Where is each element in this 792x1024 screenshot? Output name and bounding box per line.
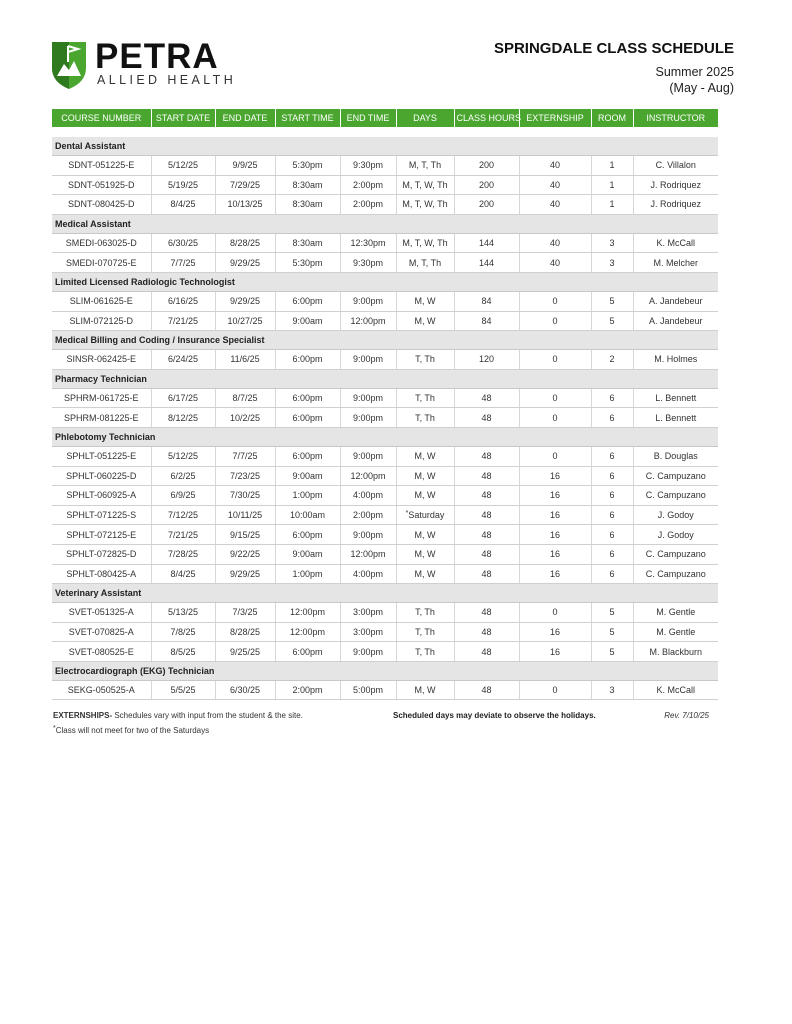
cell-room: 2 <box>591 350 633 370</box>
cell-instructor: K. McCall <box>633 680 718 700</box>
cell-start-date: 5/13/25 <box>151 603 215 623</box>
cell-start-time: 8:30am <box>275 233 340 253</box>
cell-start-date: 6/9/25 <box>151 486 215 506</box>
cell-class-hours: 48 <box>454 408 519 428</box>
holidays-note: Scheduled days may deviate to observe the holidays. <box>393 711 596 720</box>
cell-start-date: 6/16/25 <box>151 291 215 311</box>
cell-class-hours: 48 <box>454 564 519 584</box>
section-header-row <box>52 584 718 603</box>
cell-days: T, Th <box>396 350 454 370</box>
cell-days: M, W <box>396 680 454 700</box>
cell-course-number: SDNT-051225-E <box>52 156 151 176</box>
cell-end-date: 7/7/25 <box>215 446 275 466</box>
cell-end-time: 3:00pm <box>340 603 396 623</box>
cell-days: M, W <box>396 544 454 564</box>
cell-end-date: 10/27/25 <box>215 311 275 331</box>
table-row <box>52 446 718 466</box>
cell-class-hours: 48 <box>454 544 519 564</box>
cell-start-time: 5:30pm <box>275 253 340 273</box>
cell-instructor: J. Rodriquez <box>633 195 718 215</box>
cell-days: T, Th <box>396 388 454 408</box>
cell-end-time: 4:00pm <box>340 486 396 506</box>
cell-externship: 16 <box>519 486 591 506</box>
table-row <box>52 195 718 215</box>
cell-days: T, Th <box>396 603 454 623</box>
header-start-time: START TIME <box>275 109 340 127</box>
header-start-date: START DATE <box>151 109 215 127</box>
cell-instructor: J. Rodriquez <box>633 175 718 195</box>
cell-days: M, T, W, Th <box>396 233 454 253</box>
cell-days: M, T, W, Th <box>396 175 454 195</box>
cell-end-date: 8/28/25 <box>215 622 275 642</box>
cell-days: M, T, W, Th <box>396 195 454 215</box>
cell-instructor: C. Campuzano <box>633 466 718 486</box>
cell-days: M, W <box>396 486 454 506</box>
cell-end-date: 8/28/25 <box>215 233 275 253</box>
cell-start-date: 7/21/25 <box>151 525 215 545</box>
cell-externship: 0 <box>519 408 591 428</box>
table-row <box>52 253 718 273</box>
cell-class-hours: 48 <box>454 642 519 662</box>
cell-start-time: 2:00pm <box>275 680 340 700</box>
header-class-hours: CLASS HOURS <box>454 109 519 127</box>
section-header-row <box>52 427 718 446</box>
cell-room: 5 <box>591 642 633 662</box>
cell-room: 5 <box>591 603 633 623</box>
petra-logo <box>50 37 250 90</box>
cell-end-date: 9/29/25 <box>215 253 275 273</box>
cell-course-number: SPHLT-072825-D <box>52 544 151 564</box>
cell-start-date: 6/17/25 <box>151 388 215 408</box>
cell-start-time: 6:00pm <box>275 291 340 311</box>
externships-label: EXTERNSHIPS- <box>53 711 113 720</box>
cell-course-number: SLIM-061625-E <box>52 291 151 311</box>
cell-start-time: 1:00pm <box>275 486 340 506</box>
cell-instructor: M. Holmes <box>633 350 718 370</box>
table-row <box>52 291 718 311</box>
table-row <box>52 564 718 584</box>
cell-start-date: 7/8/25 <box>151 622 215 642</box>
table-row <box>52 680 718 700</box>
cell-class-hours: 48 <box>454 388 519 408</box>
cell-instructor: M. Gentle <box>633 622 718 642</box>
cell-end-date: 7/23/25 <box>215 466 275 486</box>
cell-room: 1 <box>591 175 633 195</box>
section-header-row <box>52 331 718 350</box>
section-title: Phlebotomy Technician <box>52 427 718 446</box>
section-title: Electrocardiograph (EKG) Technician <box>52 661 718 680</box>
cell-externship: 16 <box>519 642 591 662</box>
cell-room: 6 <box>591 505 633 525</box>
cell-externship: 16 <box>519 525 591 545</box>
header-days: DAYS <box>396 109 454 127</box>
cell-end-time: 12:00pm <box>340 466 396 486</box>
cell-start-time: 5:30pm <box>275 156 340 176</box>
cell-room: 6 <box>591 408 633 428</box>
cell-start-time: 6:00pm <box>275 408 340 428</box>
cell-end-time: 3:00pm <box>340 622 396 642</box>
cell-externship: 16 <box>519 564 591 584</box>
cell-externship: 40 <box>519 195 591 215</box>
cell-end-date: 10/2/25 <box>215 408 275 428</box>
cell-class-hours: 144 <box>454 233 519 253</box>
cell-externship: 40 <box>519 156 591 176</box>
section-header-row <box>52 661 718 680</box>
cell-instructor: L. Bennett <box>633 388 718 408</box>
cell-externship: 40 <box>519 175 591 195</box>
cell-days: T, Th <box>396 408 454 428</box>
cell-room: 6 <box>591 486 633 506</box>
cell-class-hours: 48 <box>454 466 519 486</box>
section-title: Dental Assistant <box>52 137 718 156</box>
cell-end-time: 9:30pm <box>340 156 396 176</box>
table-row <box>52 233 718 253</box>
header-externship: EXTERNSHIP <box>519 109 591 127</box>
cell-end-date: 9/9/25 <box>215 156 275 176</box>
cell-room: 6 <box>591 446 633 466</box>
cell-end-date: 9/15/25 <box>215 525 275 545</box>
cell-start-time: 9:00am <box>275 544 340 564</box>
cell-course-number: SVET-070825-A <box>52 622 151 642</box>
cell-course-number: SPHLT-051225-E <box>52 446 151 466</box>
cell-end-time: 5:00pm <box>340 680 396 700</box>
cell-course-number: SVET-051325-A <box>52 603 151 623</box>
cell-room: 5 <box>591 311 633 331</box>
cell-end-date: 10/13/25 <box>215 195 275 215</box>
cell-course-number: SVET-080525-E <box>52 642 151 662</box>
cell-end-time: 9:00pm <box>340 388 396 408</box>
cell-start-time: 8:30am <box>275 195 340 215</box>
cell-room: 6 <box>591 388 633 408</box>
cell-room: 1 <box>591 156 633 176</box>
cell-start-time: 12:00pm <box>275 622 340 642</box>
cell-instructor: A. Jandebeur <box>633 311 718 331</box>
cell-instructor: J. Godoy <box>633 505 718 525</box>
cell-start-date: 6/30/25 <box>151 233 215 253</box>
cell-course-number: SMEDI-070725-E <box>52 253 151 273</box>
table-row <box>52 642 718 662</box>
cell-instructor: A. Jandebeur <box>633 291 718 311</box>
cell-start-time: 9:00am <box>275 311 340 331</box>
cell-room: 3 <box>591 680 633 700</box>
table-row <box>52 350 718 370</box>
cell-course-number: SPHRM-061725-E <box>52 388 151 408</box>
cell-start-time: 6:00pm <box>275 642 340 662</box>
cell-end-date: 9/29/25 <box>215 291 275 311</box>
term-label: Summer 2025 <box>655 65 734 79</box>
cell-class-hours: 120 <box>454 350 519 370</box>
cell-course-number: SPHLT-060225-D <box>52 466 151 486</box>
cell-end-time: 9:00pm <box>340 446 396 466</box>
document-term <box>655 64 734 96</box>
cell-end-time: 2:00pm <box>340 505 396 525</box>
table-row <box>52 311 718 331</box>
cell-start-date: 7/12/25 <box>151 505 215 525</box>
cell-externship: 0 <box>519 291 591 311</box>
cell-room: 5 <box>591 291 633 311</box>
cell-externship: 0 <box>519 446 591 466</box>
cell-externship: 0 <box>519 680 591 700</box>
cell-course-number: SPHRM-081225-E <box>52 408 151 428</box>
cell-room: 6 <box>591 564 633 584</box>
cell-start-time: 1:00pm <box>275 564 340 584</box>
section-header-row <box>52 214 718 233</box>
cell-end-date: 9/25/25 <box>215 642 275 662</box>
header-end-time: END TIME <box>340 109 396 127</box>
table-row <box>52 544 718 564</box>
table-row <box>52 175 718 195</box>
cell-end-time: 9:30pm <box>340 253 396 273</box>
cell-room: 6 <box>591 525 633 545</box>
cell-days: M, W <box>396 564 454 584</box>
cell-course-number: SMEDI-063025-D <box>52 233 151 253</box>
cell-instructor: C. Campuzano <box>633 564 718 584</box>
brand-tagline: ALLIED HEALTH <box>97 73 237 87</box>
header-room: ROOM <box>591 109 633 127</box>
cell-externship: 16 <box>519 544 591 564</box>
cell-start-date: 8/4/25 <box>151 195 215 215</box>
brand-name: PETRA <box>95 37 219 76</box>
cell-days: M, T, Th <box>396 156 454 176</box>
table-row <box>52 505 718 525</box>
cell-class-hours: 144 <box>454 253 519 273</box>
cell-class-hours: 48 <box>454 486 519 506</box>
cell-instructor: M. Melcher <box>633 253 718 273</box>
cell-externship: 0 <box>519 388 591 408</box>
cell-course-number: SDNT-080425-D <box>52 195 151 215</box>
cell-room: 6 <box>591 466 633 486</box>
cell-class-hours: 200 <box>454 156 519 176</box>
cell-room: 3 <box>591 233 633 253</box>
cell-end-date: 6/30/25 <box>215 680 275 700</box>
cell-days: M, W <box>396 466 454 486</box>
cell-start-time: 8:30am <box>275 175 340 195</box>
cell-class-hours: 48 <box>454 446 519 466</box>
table-row <box>52 525 718 545</box>
cell-end-time: 9:00pm <box>340 525 396 545</box>
cell-end-date: 11/6/25 <box>215 350 275 370</box>
cell-externship: 16 <box>519 622 591 642</box>
cell-externship: 16 <box>519 505 591 525</box>
cell-externship: 0 <box>519 350 591 370</box>
asterisk-marker: * <box>405 510 409 518</box>
cell-end-date: 7/29/25 <box>215 175 275 195</box>
table-row <box>52 622 718 642</box>
table-header-row <box>52 109 718 127</box>
cell-end-time: 2:00pm <box>340 195 396 215</box>
cell-instructor: K. McCall <box>633 233 718 253</box>
section-header-row <box>52 137 718 156</box>
cell-start-date: 8/5/25 <box>151 642 215 662</box>
cell-end-time: 9:00pm <box>340 350 396 370</box>
cell-start-date: 7/21/25 <box>151 311 215 331</box>
cell-days: M, W <box>396 446 454 466</box>
cell-course-number: SLIM-072125-D <box>52 311 151 331</box>
cell-externship: 16 <box>519 466 591 486</box>
shield-logo-icon <box>50 40 88 90</box>
cell-start-time: 10:00am <box>275 505 340 525</box>
cell-start-date: 7/28/25 <box>151 544 215 564</box>
cell-days: T, Th <box>396 642 454 662</box>
cell-end-time: 12:30pm <box>340 233 396 253</box>
saturday-note-asterisk: * <box>53 725 56 732</box>
table-spacer <box>52 127 718 137</box>
cell-end-date: 9/22/25 <box>215 544 275 564</box>
cell-start-date: 5/12/25 <box>151 446 215 466</box>
header-end-date: END DATE <box>215 109 275 127</box>
cell-end-date: 7/3/25 <box>215 603 275 623</box>
section-title: Pharmacy Technician <box>52 369 718 388</box>
cell-days <box>396 505 454 525</box>
cell-instructor: B. Douglas <box>633 446 718 466</box>
cell-externship: 0 <box>519 311 591 331</box>
cell-instructor: C. Villalon <box>633 156 718 176</box>
cell-start-date: 7/7/25 <box>151 253 215 273</box>
cell-room: 6 <box>591 544 633 564</box>
cell-instructor: L. Bennett <box>633 408 718 428</box>
section-title: Medical Assistant <box>52 214 718 233</box>
schedule-body <box>52 127 718 700</box>
cell-class-hours: 84 <box>454 311 519 331</box>
cell-course-number: SINSR-062425-E <box>52 350 151 370</box>
header-instructor: INSTRUCTOR <box>633 109 718 127</box>
cell-course-number: SEKG-050525-A <box>52 680 151 700</box>
cell-end-time: 9:00pm <box>340 291 396 311</box>
cell-days: M, W <box>396 525 454 545</box>
cell-start-date: 6/2/25 <box>151 466 215 486</box>
cell-externship: 0 <box>519 603 591 623</box>
revision-date: Rev. 7/10/25 <box>664 711 709 720</box>
cell-end-time: 4:00pm <box>340 564 396 584</box>
cell-end-date: 7/30/25 <box>215 486 275 506</box>
header-course-number: COURSE NUMBER <box>52 109 151 127</box>
cell-instructor: C. Campuzano <box>633 486 718 506</box>
cell-start-time: 6:00pm <box>275 388 340 408</box>
section-title: Veterinary Assistant <box>52 584 718 603</box>
cell-start-time: 6:00pm <box>275 446 340 466</box>
cell-days: M, W <box>396 311 454 331</box>
cell-days: M, T, Th <box>396 253 454 273</box>
section-header-row <box>52 272 718 291</box>
cell-end-time: 12:00pm <box>340 311 396 331</box>
cell-end-time: 2:00pm <box>340 175 396 195</box>
externships-text: Schedules vary with input from the student & the site. <box>112 711 303 720</box>
cell-room: 5 <box>591 622 633 642</box>
table-row <box>52 486 718 506</box>
cell-instructor: M. Gentle <box>633 603 718 623</box>
cell-course-number: SPHLT-080425-A <box>52 564 151 584</box>
cell-start-time: 6:00pm <box>275 525 340 545</box>
document-title: SPRINGDALE CLASS SCHEDULE <box>493 40 734 57</box>
cell-start-date: 5/12/25 <box>151 156 215 176</box>
cell-class-hours: 200 <box>454 175 519 195</box>
cell-class-hours: 48 <box>454 505 519 525</box>
cell-start-time: 6:00pm <box>275 350 340 370</box>
table-row <box>52 156 718 176</box>
cell-start-date: 5/19/25 <box>151 175 215 195</box>
cell-days: M, W <box>396 291 454 311</box>
cell-room: 1 <box>591 195 633 215</box>
table-row <box>52 388 718 408</box>
section-header-row <box>52 369 718 388</box>
cell-instructor: J. Godoy <box>633 525 718 545</box>
cell-start-date: 8/4/25 <box>151 564 215 584</box>
cell-class-hours: 200 <box>454 195 519 215</box>
table-row <box>52 408 718 428</box>
cell-end-date: 9/29/25 <box>215 564 275 584</box>
saturday-note-text: Class will not meet for two of the Saturdays <box>55 726 210 735</box>
cell-end-time: 12:00pm <box>340 544 396 564</box>
cell-start-date: 6/24/25 <box>151 350 215 370</box>
cell-end-date: 10/11/25 <box>215 505 275 525</box>
cell-course-number: SPHLT-072125-E <box>52 525 151 545</box>
cell-days-text: Saturday <box>408 510 445 521</box>
cell-room: 3 <box>591 253 633 273</box>
cell-course-number: SPHLT-060925-A <box>52 486 151 506</box>
cell-instructor: C. Campuzano <box>633 544 718 564</box>
class-schedule-table <box>52 109 718 700</box>
cell-end-time: 9:00pm <box>340 642 396 662</box>
cell-course-number: SDNT-051925-D <box>52 175 151 195</box>
cell-class-hours: 48 <box>454 603 519 623</box>
cell-end-date: 8/7/25 <box>215 388 275 408</box>
cell-externship: 40 <box>519 233 591 253</box>
table-row <box>52 603 718 623</box>
externships-note <box>53 711 303 720</box>
cell-days: T, Th <box>396 622 454 642</box>
cell-externship: 40 <box>519 253 591 273</box>
cell-class-hours: 48 <box>454 525 519 545</box>
cell-end-time: 9:00pm <box>340 408 396 428</box>
section-title: Limited Licensed Radiologic Technologist <box>52 272 718 291</box>
cell-start-date: 8/12/25 <box>151 408 215 428</box>
cell-course-number: SPHLT-071225-S <box>52 505 151 525</box>
saturday-note <box>53 725 209 735</box>
cell-class-hours: 48 <box>454 622 519 642</box>
table-row <box>52 466 718 486</box>
cell-start-time: 12:00pm <box>275 603 340 623</box>
term-range: (May - Aug) <box>669 81 734 95</box>
cell-instructor: M. Blackburn <box>633 642 718 662</box>
cell-start-time: 9:00am <box>275 466 340 486</box>
cell-start-date: 5/5/25 <box>151 680 215 700</box>
cell-class-hours: 48 <box>454 680 519 700</box>
section-title: Medical Billing and Coding / Insurance Specialist <box>52 331 718 350</box>
cell-class-hours: 84 <box>454 291 519 311</box>
table-spacer-cell <box>52 127 718 137</box>
